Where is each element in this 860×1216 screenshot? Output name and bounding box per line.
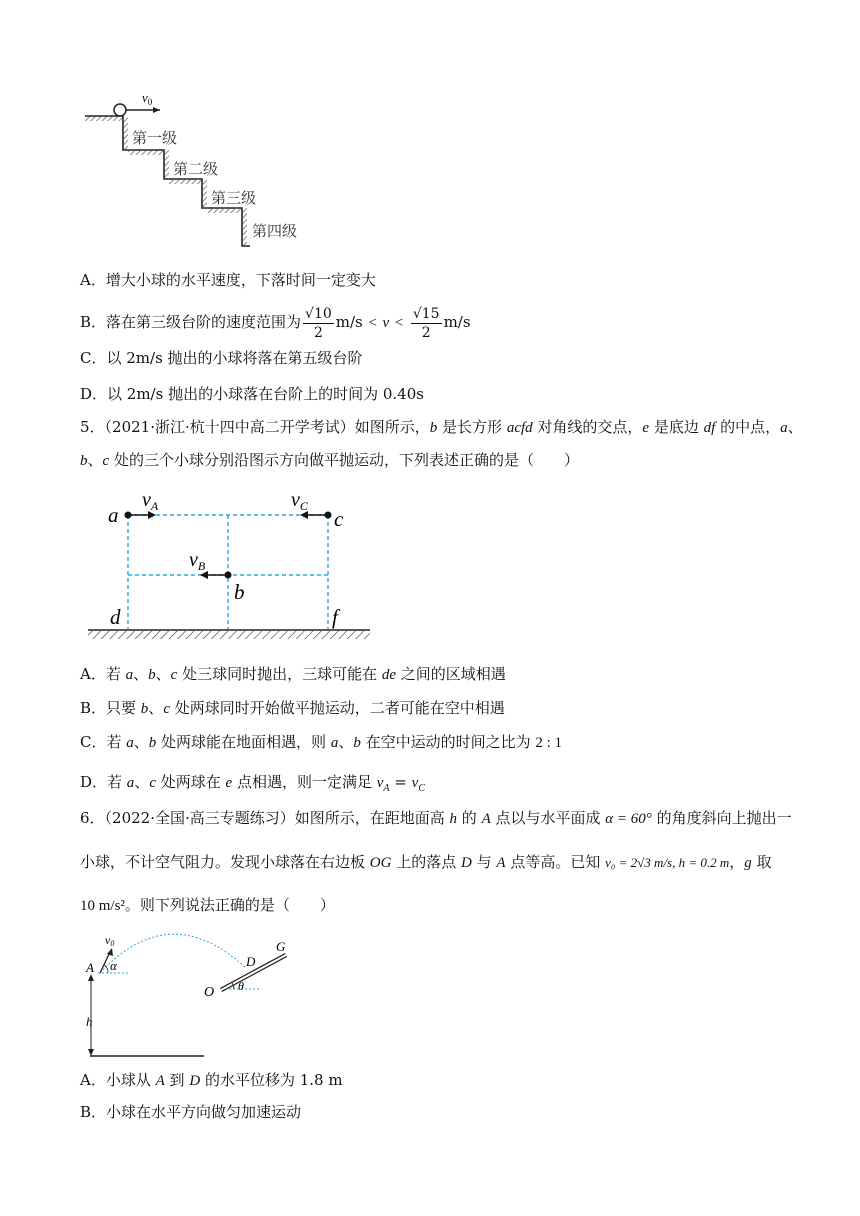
- q6-option-a: A．小球从 A 到 D 的水平位移为 1.8 m: [80, 1071, 343, 1089]
- q4-option-c: C．以 2m/s 抛出的小球将落在第五级台阶: [80, 349, 363, 367]
- q5-option-a: A．若 a、b、c 处三球同时抛出，三球可能在 de 之间的区域相遇: [80, 665, 506, 683]
- q4-option-a: A．增大小球的水平速度，下落时间一定变大: [80, 271, 376, 289]
- q5-stem-line1: 5．（2021·浙江·杭十四中高二开学考试）如图所示，b 是长方形 acfd 对角线的交点，e 是底边 df 的中点，a、: [80, 418, 803, 436]
- q6-stem-line1: 6．（2022·全国·高三专题练习）如图所示，在距地面高 h 的 A 点以与水平面成 α = 60° 的角度斜向上抛出一: [80, 809, 792, 827]
- stairs-diagram: [80, 86, 320, 256]
- q5-option-b: B．只要 b、c 处两球同时开始做平抛运动，二者可能在空中相遇: [80, 699, 505, 717]
- label-G: G: [276, 939, 286, 954]
- q6-option-b: B．小球在水平方向做匀加速运动: [80, 1103, 302, 1121]
- label-d: d: [110, 605, 121, 629]
- q4-option-b: B．落在第三级台阶的速度范围为 $\frac{√10}{2}$ m/s < v < $\frac{√15}{2}$ m/s: [80, 305, 471, 341]
- label-v0: v0: [105, 933, 115, 948]
- level-3-label: 第三级: [211, 189, 257, 207]
- level-2-label: 第二级: [173, 160, 219, 178]
- label-vc: $v_C$: [291, 489, 308, 513]
- label-D: D: [246, 954, 256, 969]
- label-c: c: [334, 507, 344, 531]
- q5-option-c: C．若 a、b 处两球能在地面相遇，则 a、b 在空中运动的时间之比为 2 : 1: [80, 733, 563, 751]
- ball: [114, 104, 126, 116]
- label-A: A: [86, 960, 94, 975]
- label-f: f: [332, 605, 338, 629]
- label-theta: θ: [238, 979, 244, 993]
- label-a: a: [108, 503, 119, 527]
- label-vb: $v_B$: [189, 549, 206, 573]
- v0-label: $v_0$: [142, 90, 153, 107]
- q6-projectile-diagram: [80, 928, 300, 1062]
- label-va: $v_A$: [142, 489, 159, 513]
- q6-stem-line2: 小球，不计空气阻力。发现小球落在右边板 OG 上的落点 D 与 A 点等高。已知 v₀ = 2√3 m/s, h = 0.2 m，g 取: [80, 853, 772, 871]
- label-alpha: α: [110, 958, 117, 973]
- q6-stem-line3: 10 m/s²。则下列说法正确的是（ ）: [80, 896, 335, 914]
- level-1-label: 第一级: [132, 129, 178, 147]
- label-b: b: [234, 580, 245, 604]
- q5-stem-line2: b、c 处的三个小球分别沿图示方向做平抛运动，下列表述正确的是（ ）: [80, 451, 579, 469]
- level-4-label: 第四级: [252, 222, 298, 240]
- label-O: O: [204, 985, 215, 1000]
- label-h: h: [86, 1014, 93, 1029]
- q5-option-d: D．若 a、c 处两球在 e 点相遇，则一定满足 $v_A = v_C$: [80, 773, 425, 794]
- q5-rectangle-diagram: [88, 482, 378, 642]
- q4-option-d: D．以 2m/s 抛出的小球落在台阶上的时间为 0.40s: [80, 385, 424, 403]
